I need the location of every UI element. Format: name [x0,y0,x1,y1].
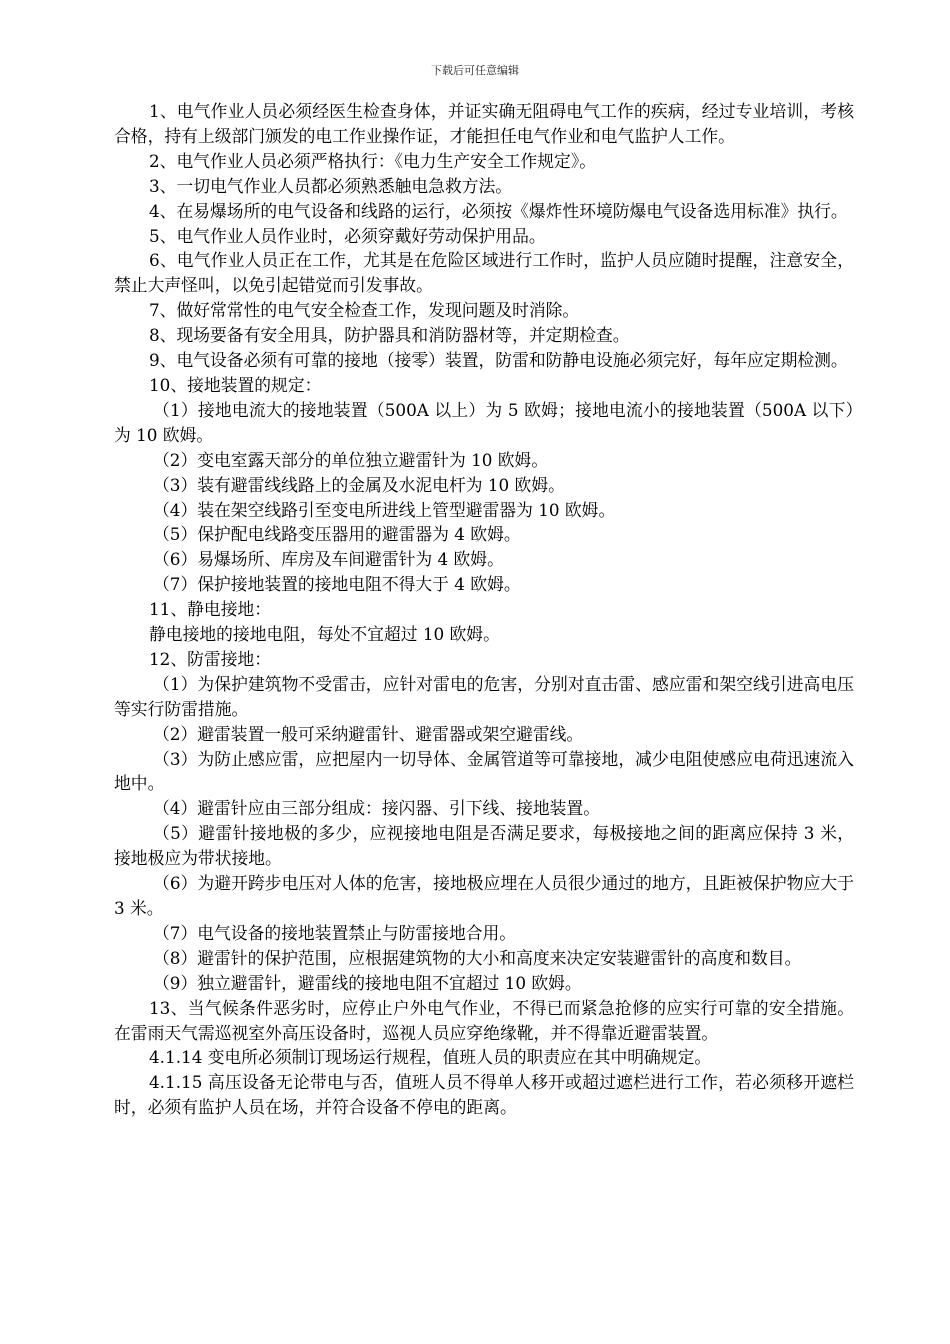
paragraph: 4、在易爆场所的电气设备和线路的运行，必须按《爆炸性环境防爆电气设备选用标准》执行。 [149,200,848,221]
paragraph: （2）避雷装置一般可采纳避雷针、避雷器或架空避雷线。 [153,723,584,744]
paragraph: （1）为保护建筑物不受雷击，应针对雷电的危害，分别对直击雷、感应雷和架空线引进高电压等实行防雷措施。 [114,673,854,719]
paragraph: 4.1.14 变电所必须制订现场运行规程，值班人员的职责应在其中明确规定。 [149,1047,712,1068]
paragraph: 3、一切电气作业人员都必须熟悉触电急救方法。 [149,175,513,196]
paragraph: 9、电气设备必须有可靠的接地（接零）装置，防雷和防静电设施必须完好，每年应定期检测。 [149,350,848,371]
paragraph: （4）避雷针应由三部分组成：接闪器、引下线、接地装置。 [153,798,600,819]
paragraph: 5、电气作业人员作业时，必须穿戴好劳动保护用品。 [149,225,546,246]
page-header: 下载后可任意编辑 [431,64,519,77]
paragraph: 13、当气候条件恶劣时，应停止户外电气作业，不得已而紧急抢修的应实行可靠的安全措施。在雷雨天气需巡视室外高压设备时，巡视人员应穿绝缘靴，并不得靠近避雷装置。 [114,997,854,1043]
paragraph: （7）保护接地装置的接地电阻不得大于 4 欧姆。 [153,574,521,595]
paragraph: 10、接地装置的规定： [149,374,322,395]
paragraph: （7）电气设备的接地装置禁止与防雷接地合用。 [153,922,517,943]
paragraph: （5）避雷针接地极的多少，应视接地电阻是否满足要求，每极接地之间的距离应保持 3 米，接地极应为带状接地。 [114,823,854,869]
paragraph: （2）变电室露天部分的单位独立避雷针为 10 欧姆。 [153,449,549,470]
paragraph: 8、现场要备有安全用具，防护器具和消防器材等，并定期检查。 [149,325,630,346]
paragraph: （9）独立避雷针，避雷线的接地电阻不宜超过 10 欧姆。 [153,972,582,993]
paragraph: （3）装有避雷线线路上的金属及水泥电杆为 10 欧姆。 [153,474,565,495]
paragraph: 7、做好常常性的电气安全检查工作，发现问题及时消除。 [149,300,580,321]
paragraph: （3）为防止感应雷，应把屋内一切导体、金属管道等可靠接地，减少电阻使感应电荷迅速流入地中。 [114,748,854,794]
paragraph: 12、防雷接地： [149,648,272,669]
paragraph: 2、电气作业人员必须严格执行：《电力生产安全工作规定》。 [149,150,596,171]
paragraph: （4）装在架空线路引至变电所进线上管型避雷器为 10 欧姆。 [153,499,616,520]
paragraph: （6）为避开跨步电压对人体的危害，接地极应埋在人员很少通过的地方，且距被保护物应大于 3 米。 [114,873,854,918]
paragraph: 6、电气作业人员正在工作，尤其是在危险区域进行工作时，监护人员应随时提醒，注意安全，禁止大声怪叫，以免引起错觉而引发事故。 [114,250,854,296]
paragraph: 1、电气作业人员必须经医生检查身体，并证实确无阻碍电气工作的疾病，经过专业培训，考核合格，持有上级部门颁发的电工作业操作证，才能担任电气作业和电气监护人工作。 [114,101,854,146]
paragraph: （5）保护配电线路变压器用的避雷器为 4 欧姆。 [153,524,521,545]
paragraph: （1）接地电流大的接地装置（500A 以上）为 5 欧姆；接地电流小的接地装置（500A 以下）为 10 欧姆。 [114,399,854,445]
paragraph: 4.1.15 高压设备无论带电与否，值班人员不得单人移开或超过遮栏进行工作，若必须移开遮栏时，必须有监护人员在场，并符合设备不停电的距离。 [114,1072,854,1118]
paragraph: 静电接地的接地电阻，每处不宜超过 10 欧姆。 [149,624,500,645]
paragraph: 11、静电接地： [149,599,272,620]
paragraph: （8）避雷针的保护范围，应根据建筑物的大小和高度来决定安装避雷针的高度和数目。 [153,947,802,968]
paragraph: （6）易爆场所、库房及车间避雷针为 4 欧姆。 [153,549,504,570]
document-body [114,99,854,1120]
